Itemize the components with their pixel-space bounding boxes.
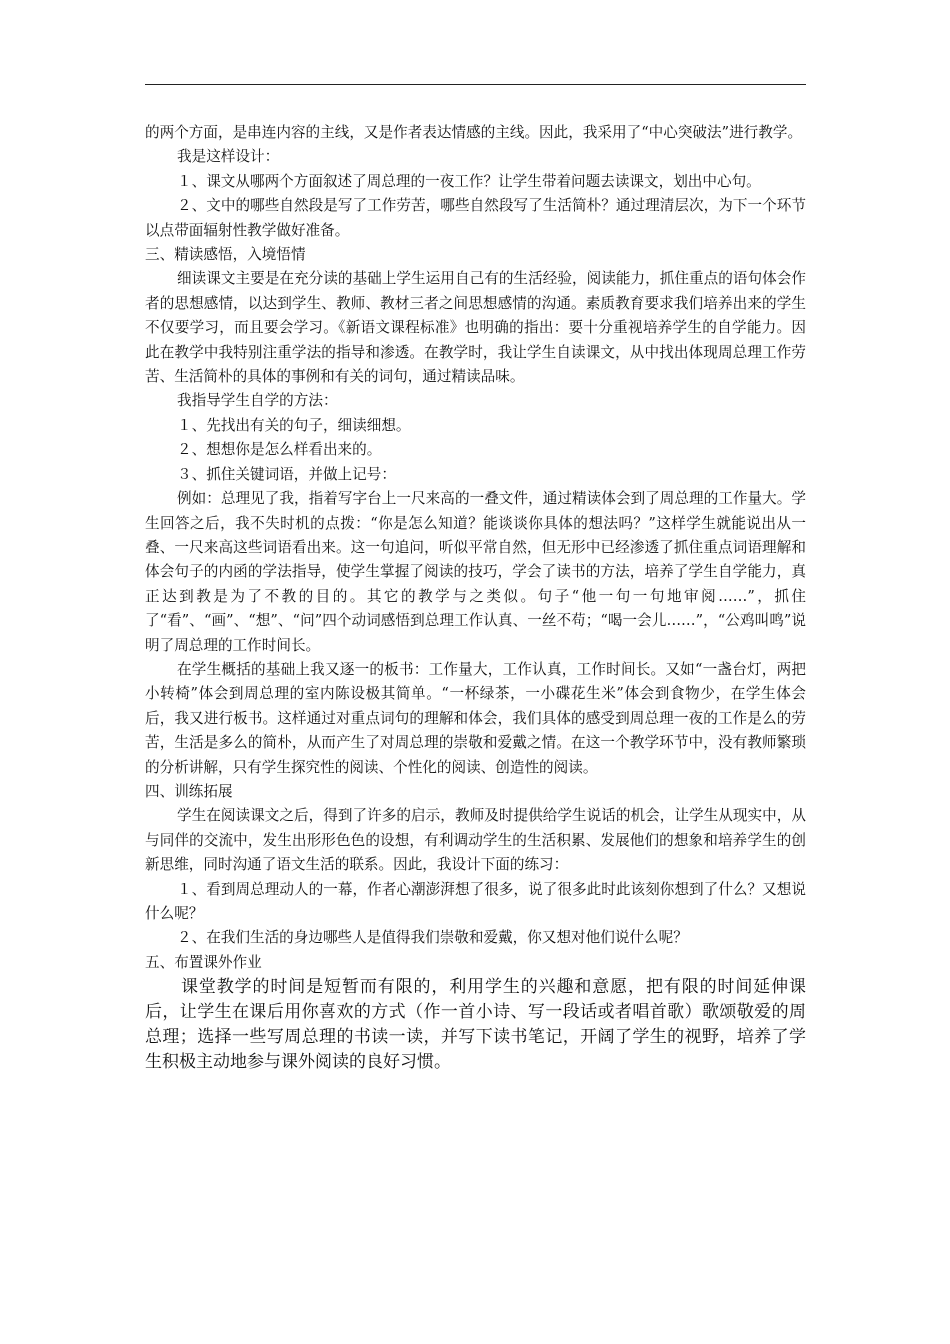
paragraph-16: ２、在我们生活的身边哪些人是值得我们崇敬和爱戴，你又想对他们说什么呢？: [177, 929, 688, 947]
paragraph-6: 细读课文主要是在充分读的基础上学生运用自己有的生活经验，阅读能力，抓住重点的语句体会作者的思想感情，以达到学生、教师、教材三者之间思想感情的沟通。素质教育要求我们培养出来的学生不仅要学习，而且要会学习。《新语文课程标准》也明确的指出：要十分重视培养学生的自学能力。因此在教学中我特别注重学法的指导和渗透。在教学时，我让学生自读课文，从中找出体现周总理工作劳苦、生活简朴的具体的事例和有关的词句，通过精读品味。: [145, 270, 806, 386]
paragraph-3: １、课文从哪两个方面叙述了周总理的一夜工作？让学生带着问题去读课文，划出中心句。: [177, 172, 761, 190]
paragraph-8: １、先找出有关的句子，细读细想。: [177, 416, 411, 434]
paragraph-1: 的两个方面，是串连内容的主线，又是作者表达情感的主线。因此，我采用了“中心突破法”进行教学。: [145, 124, 803, 141]
paragraph-10: ３、抓住关键词语，并做上记号：: [177, 465, 396, 483]
paragraph-15: １、看到周总理动人的一幕，作者心潮澎湃想了很多，说了很多此时此该刻你想到了什么？又想说什么呢？: [145, 880, 806, 922]
section-heading-5: 五、布置课外作业: [145, 953, 262, 971]
paragraph-12: 在学生概括的基础上我又逐一的板书：工作量大，工作认真，工作时间长。又如“一盏台灯，两把小转椅”体会到周总理的室内陈设极其简单。“一杯绿茶，一小碟花生米”体会到食物少，在学生体会后，我又进行板书。这样通过对重点词句的理解和体会，我们具体的感受到周总理一夜的工作是么的劳苦，生活是多么的简朴，从而产生了对周总理的崇敬和爱戴之情。在这一个教学环节中，没有教师繁琐的分析讲解，只有学生探究性的阅读、个性化的阅读、创造性的阅读。: [145, 660, 806, 776]
paragraph-11: 例如：总理见了我，指着写字台上一尺来高的一叠文件，通过精读体会到了周总理的工作量大。学生回答之后，我不失时机的点拨：“你是怎么知道？能谈谈你具体的想法吗？”这样学生就能说出从一叠、一尺来高这些词语看出来。这一句追问，听似平常自然，但无形中已经渗透了抓住重点词语理解和体会句子的内函的学法指导，使学生掌握了阅读的技巧，学会了读书的方法，培养了学生自学能力，真正达到教是为了不教的目的。其它的教学与之类似。句子“他一句一句地审阅……”，抓住了“看”、“画”、“想”、“问”四个动词感悟到总理工作认真、一丝不苟；“喝一会儿……”，“公鸡叫鸣”说明了周总理的工作时间长。: [145, 490, 806, 654]
document-body: [145, 121, 806, 1075]
paragraph-4: ２、文中的哪些自然段是写了工作劳苦，哪些自然段写了生活简朴？通过理清层次，为下一个环节以点带面辐射性教学做好准备。: [145, 197, 806, 239]
paragraph-18: 课堂教学的时间是短暂而有限的，利用学生的兴趣和意愿，把有限的时间延伸课后，让学生在课后用你喜欢的方式（作一首小诗、写一段话或者唱首歌）歌颂敬爱的周总理；选择一些写周总理的书读一读，并写下读书笔记，开阔了学生的视野，培养了学生积极主动地参与课外阅读的良好习惯。: [145, 977, 806, 1073]
paragraph-7: 我指导学生自学的方法：: [177, 392, 338, 410]
paragraph-14: 学生在阅读课文之后，得到了许多的启示，教师及时提供给学生说话的机会，让学生从现实中，从与同伴的交流中，发生出形形色色的设想，有利调动学生的生活积累、发展他们的想象和培养学生的创新思维，同时沟通了语文生活的联系。因此，我设计下面的练习：: [145, 807, 806, 874]
header-rule: [145, 84, 806, 85]
section-heading-3: 三、精读感悟，入境悟情: [145, 246, 306, 264]
paragraph-9: ２、想想你是怎么样看出来的。: [177, 441, 382, 459]
section-heading-4: 四、训练拓展: [145, 782, 233, 800]
paragraph-2: 我是这样设计：: [177, 148, 280, 166]
